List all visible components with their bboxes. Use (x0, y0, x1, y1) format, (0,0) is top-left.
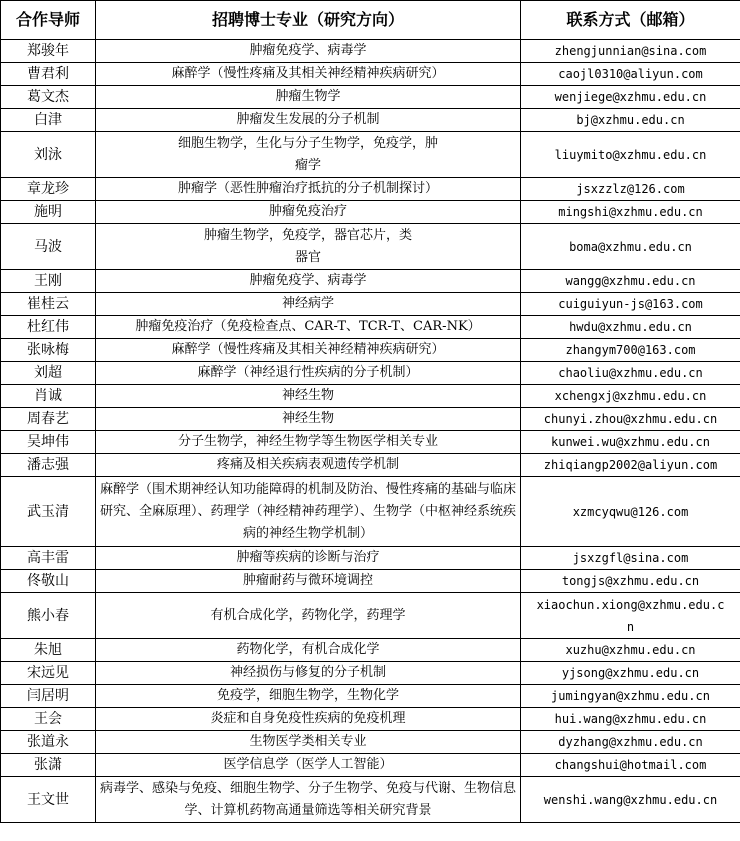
contact-email (521, 731, 740, 754)
research-major (96, 201, 521, 224)
research-major (96, 685, 521, 708)
research-major (96, 593, 521, 639)
table-row (1, 570, 740, 593)
supervisor-name: 崔桂云 (1, 293, 96, 316)
contact-email-text: kunwei.wu@xzhmu.edu.cn (551, 435, 710, 449)
research-major-text: 有机合成化学，药物化学，药理学 (210, 607, 406, 623)
research-major (96, 109, 521, 132)
table-row (1, 109, 740, 132)
research-major (96, 293, 521, 316)
contact-email-text: xuzhu@xzhmu.edu.cn (565, 643, 696, 657)
table-row (1, 431, 740, 454)
table-row (1, 362, 740, 385)
contact-email-text: hwdu@xzhmu.edu.cn (569, 320, 692, 334)
contact-email (521, 662, 740, 685)
contact-email (521, 754, 740, 777)
table-row (1, 754, 740, 777)
research-major (96, 362, 521, 385)
table-row (1, 777, 740, 823)
research-major (96, 339, 521, 362)
header-supervisor: 合作导师 (1, 1, 96, 40)
table-row (1, 316, 740, 339)
table-row (1, 63, 740, 86)
contact-email (521, 454, 740, 477)
table-row (1, 408, 740, 431)
supervisor-name: 杜红伟 (1, 316, 96, 339)
supervisor-name: 佟敬山 (1, 570, 96, 593)
table-row (1, 639, 740, 662)
research-major (96, 178, 521, 201)
contact-email (521, 109, 740, 132)
contact-email (521, 86, 740, 109)
research-major (96, 570, 521, 593)
contact-email-text: caojl0310@aliyun.com (558, 67, 703, 81)
research-major (96, 662, 521, 685)
research-major (96, 408, 521, 431)
research-major-text: 肿瘤生物学 (275, 89, 341, 104)
research-major-text: 生物医学类相关专业 (249, 734, 367, 749)
supervisor-name: 张潇 (1, 754, 96, 777)
research-major-text: 麻醉学（神经退行性疾病的分子机制） (197, 365, 419, 380)
contact-email-text: liuymito@xzhmu.edu.cn (554, 147, 707, 162)
research-major-text: 神经病学 (281, 296, 334, 311)
contact-email (521, 777, 740, 823)
contact-email (521, 639, 740, 662)
research-major (96, 316, 521, 339)
contact-email (521, 477, 740, 547)
contact-email-text: xzmcyqwu@126.com (572, 504, 689, 519)
supervisor-name: 葛文杰 (1, 86, 96, 109)
table-row (1, 731, 740, 754)
contact-email-text: wenshi.wang@xzhmu.edu.cn (543, 792, 718, 807)
contact-email-text: changshui@hotmail.com (554, 758, 707, 772)
contact-email (521, 708, 740, 731)
research-major-text: 分子生物学，神经生物学等生物医学相关专业 (177, 434, 438, 449)
research-major (96, 547, 521, 570)
table-row (1, 293, 740, 316)
table-row (1, 685, 740, 708)
research-major (96, 477, 521, 547)
contact-email-text: hui.wang@xzhmu.edu.cn (554, 712, 707, 726)
contact-email-text: zhengjunnian@sina.com (554, 44, 707, 58)
contact-email-text: wenjiege@xzhmu.edu.cn (554, 90, 707, 104)
research-major-text: 免疫学，细胞生物学，生物化学 (216, 688, 399, 703)
research-major (96, 708, 521, 731)
table-row (1, 477, 740, 547)
supervisor-name: 刘超 (1, 362, 96, 385)
table-row (1, 40, 740, 63)
research-major-text: 肿瘤免疫学、病毒学 (249, 43, 367, 58)
supervisor-name: 王文世 (1, 777, 96, 823)
contact-email (521, 293, 740, 316)
contact-email-text: bj@xzhmu.edu.cn (576, 113, 685, 127)
research-major-text: 麻醉学（慢性疼痛及其相关神经精神疾病研究） (171, 66, 445, 81)
contact-email-text: xiaochun.xiong@xzhmu.edu.cn (536, 597, 725, 634)
supervisor-name: 马波 (1, 224, 96, 270)
supervisor-name: 宋远见 (1, 662, 96, 685)
table-row (1, 339, 740, 362)
supervisor-name: 曹君利 (1, 63, 96, 86)
research-major (96, 132, 521, 178)
research-major (96, 431, 521, 454)
contact-email (521, 547, 740, 570)
research-major (96, 777, 521, 823)
supervisor-name: 白津 (1, 109, 96, 132)
contact-email (521, 385, 740, 408)
research-major-text: 麻醉学（慢性疼痛及其相关神经精神疾病研究） (171, 342, 445, 357)
research-major (96, 270, 521, 293)
supervisor-name: 张道永 (1, 731, 96, 754)
research-major-text: 神经生物 (281, 388, 334, 403)
research-major (96, 224, 521, 270)
table-row (1, 178, 740, 201)
table-row (1, 454, 740, 477)
supervisor-name: 王会 (1, 708, 96, 731)
contact-email-text: chunyi.zhou@xzhmu.edu.cn (543, 412, 718, 426)
supervisor-name: 武玉清 (1, 477, 96, 547)
research-major-text: 麻醉学（围术期神经认知功能障碍的机制及防治、慢性疼痛的基础与临床研究、全麻原理）、药理学（神经精神药理学）、生物学（中枢神经系统疾病的神经生物学机制） (99, 481, 516, 541)
contact-email (521, 362, 740, 385)
supervisor-name: 周春艺 (1, 408, 96, 431)
research-major-text: 细胞生物学，生化与分子生物学，免疫学，肿瘤学 (177, 135, 438, 173)
research-major-text: 神经损伤与修复的分子机制 (229, 665, 386, 680)
supervisor-name: 吴坤伟 (1, 431, 96, 454)
contact-email-text: dyzhang@xzhmu.edu.cn (558, 735, 703, 749)
contact-email-text: zhangym700@163.com (565, 343, 696, 357)
supervisor-name: 王刚 (1, 270, 96, 293)
research-major-text: 肿瘤发生发展的分子机制 (236, 112, 380, 127)
research-major-text: 肿瘤免疫治疗 (268, 204, 347, 219)
contact-email-text: chaoliu@xzhmu.edu.cn (558, 366, 703, 380)
research-major (96, 731, 521, 754)
contact-email (521, 431, 740, 454)
research-major-text: 医学信息学（医学人工智能） (223, 757, 393, 772)
contact-email-text: zhiqiangp2002@aliyun.com (543, 458, 718, 472)
contact-email (521, 178, 740, 201)
contact-email-text: jsxzgfl@sina.com (572, 551, 689, 565)
contact-email-text: cuiguiyun-js@163.com (558, 297, 703, 311)
research-major (96, 86, 521, 109)
supervisor-name: 高丰雷 (1, 547, 96, 570)
research-major-text: 肿瘤免疫治疗（免疫检查点、CAR-T、TCR-T、CAR-NK） (135, 319, 481, 334)
research-major (96, 754, 521, 777)
research-major (96, 63, 521, 86)
contact-email (521, 316, 740, 339)
contact-email (521, 408, 740, 431)
header-row (1, 1, 740, 40)
supervisor-name: 潘志强 (1, 454, 96, 477)
table-row (1, 662, 740, 685)
contact-email (521, 339, 740, 362)
supervisor-name: 章龙珍 (1, 178, 96, 201)
table-row (1, 593, 740, 639)
contact-email (521, 570, 740, 593)
supervisor-name: 朱旭 (1, 639, 96, 662)
supervisor-name: 张咏梅 (1, 339, 96, 362)
contact-email-text: mingshi@xzhmu.edu.cn (558, 205, 703, 219)
research-major-text: 肿瘤学（恶性肿瘤治疗抵抗的分子机制探讨） (177, 181, 438, 196)
supervisor-name: 肖诚 (1, 385, 96, 408)
supervisor-name: 闫居明 (1, 685, 96, 708)
research-major-text: 药物化学，有机合成化学 (236, 642, 380, 657)
table-row (1, 385, 740, 408)
table-row (1, 86, 740, 109)
contact-email-text: xchengxj@xzhmu.edu.cn (554, 389, 707, 403)
table-row (1, 270, 740, 293)
contact-email (521, 593, 740, 639)
supervisor-name: 熊小春 (1, 593, 96, 639)
table-row (1, 547, 740, 570)
research-major-text: 肿瘤耐药与微环境调控 (242, 573, 373, 588)
contact-email-text: wangg@xzhmu.edu.cn (565, 274, 696, 288)
header-email: 联系方式（邮箱） (521, 1, 740, 40)
supervisor-name: 刘泳 (1, 132, 96, 178)
research-major (96, 639, 521, 662)
contact-email (521, 40, 740, 63)
contact-email-text: tongjs@xzhmu.edu.cn (561, 574, 700, 588)
contact-email-text: jumingyan@xzhmu.edu.cn (551, 689, 710, 703)
table-row (1, 201, 740, 224)
header-major: 招聘博士专业（研究方向） (96, 1, 521, 40)
table-row (1, 224, 740, 270)
research-major (96, 385, 521, 408)
contact-email-text: jsxzzlz@126.com (576, 182, 685, 196)
research-major-text: 肿瘤生物学，免疫学，器官芯片，类器官 (203, 227, 412, 265)
contact-email (521, 201, 740, 224)
supervisor-name: 施明 (1, 201, 96, 224)
research-major-text: 病毒学、感染与免疫、细胞生物学、分子生物学、免疫与代谢、生物信息学、计算机药物高通量筛选等相关研究背景 (99, 780, 516, 818)
contact-email-text: boma@xzhmu.edu.cn (569, 239, 692, 254)
table-row (1, 132, 740, 178)
contact-email (521, 685, 740, 708)
research-major-text: 肿瘤等疾病的诊断与治疗 (236, 550, 380, 565)
contact-email (521, 132, 740, 178)
research-major (96, 40, 521, 63)
contact-email (521, 270, 740, 293)
table-row (1, 708, 740, 731)
research-major-text: 炎症和自身免疫性疾病的免疫机理 (210, 711, 406, 726)
research-major-text: 肿瘤免疫学、病毒学 (249, 273, 367, 288)
research-major-text: 神经生物 (281, 411, 334, 426)
contact-email (521, 224, 740, 270)
supervisor-name: 郑骏年 (1, 40, 96, 63)
research-major-text: 疼痛及相关疾病表观遗传学机制 (216, 457, 399, 472)
contact-email-text: yjsong@xzhmu.edu.cn (561, 666, 700, 680)
contact-email (521, 63, 740, 86)
research-major (96, 454, 521, 477)
